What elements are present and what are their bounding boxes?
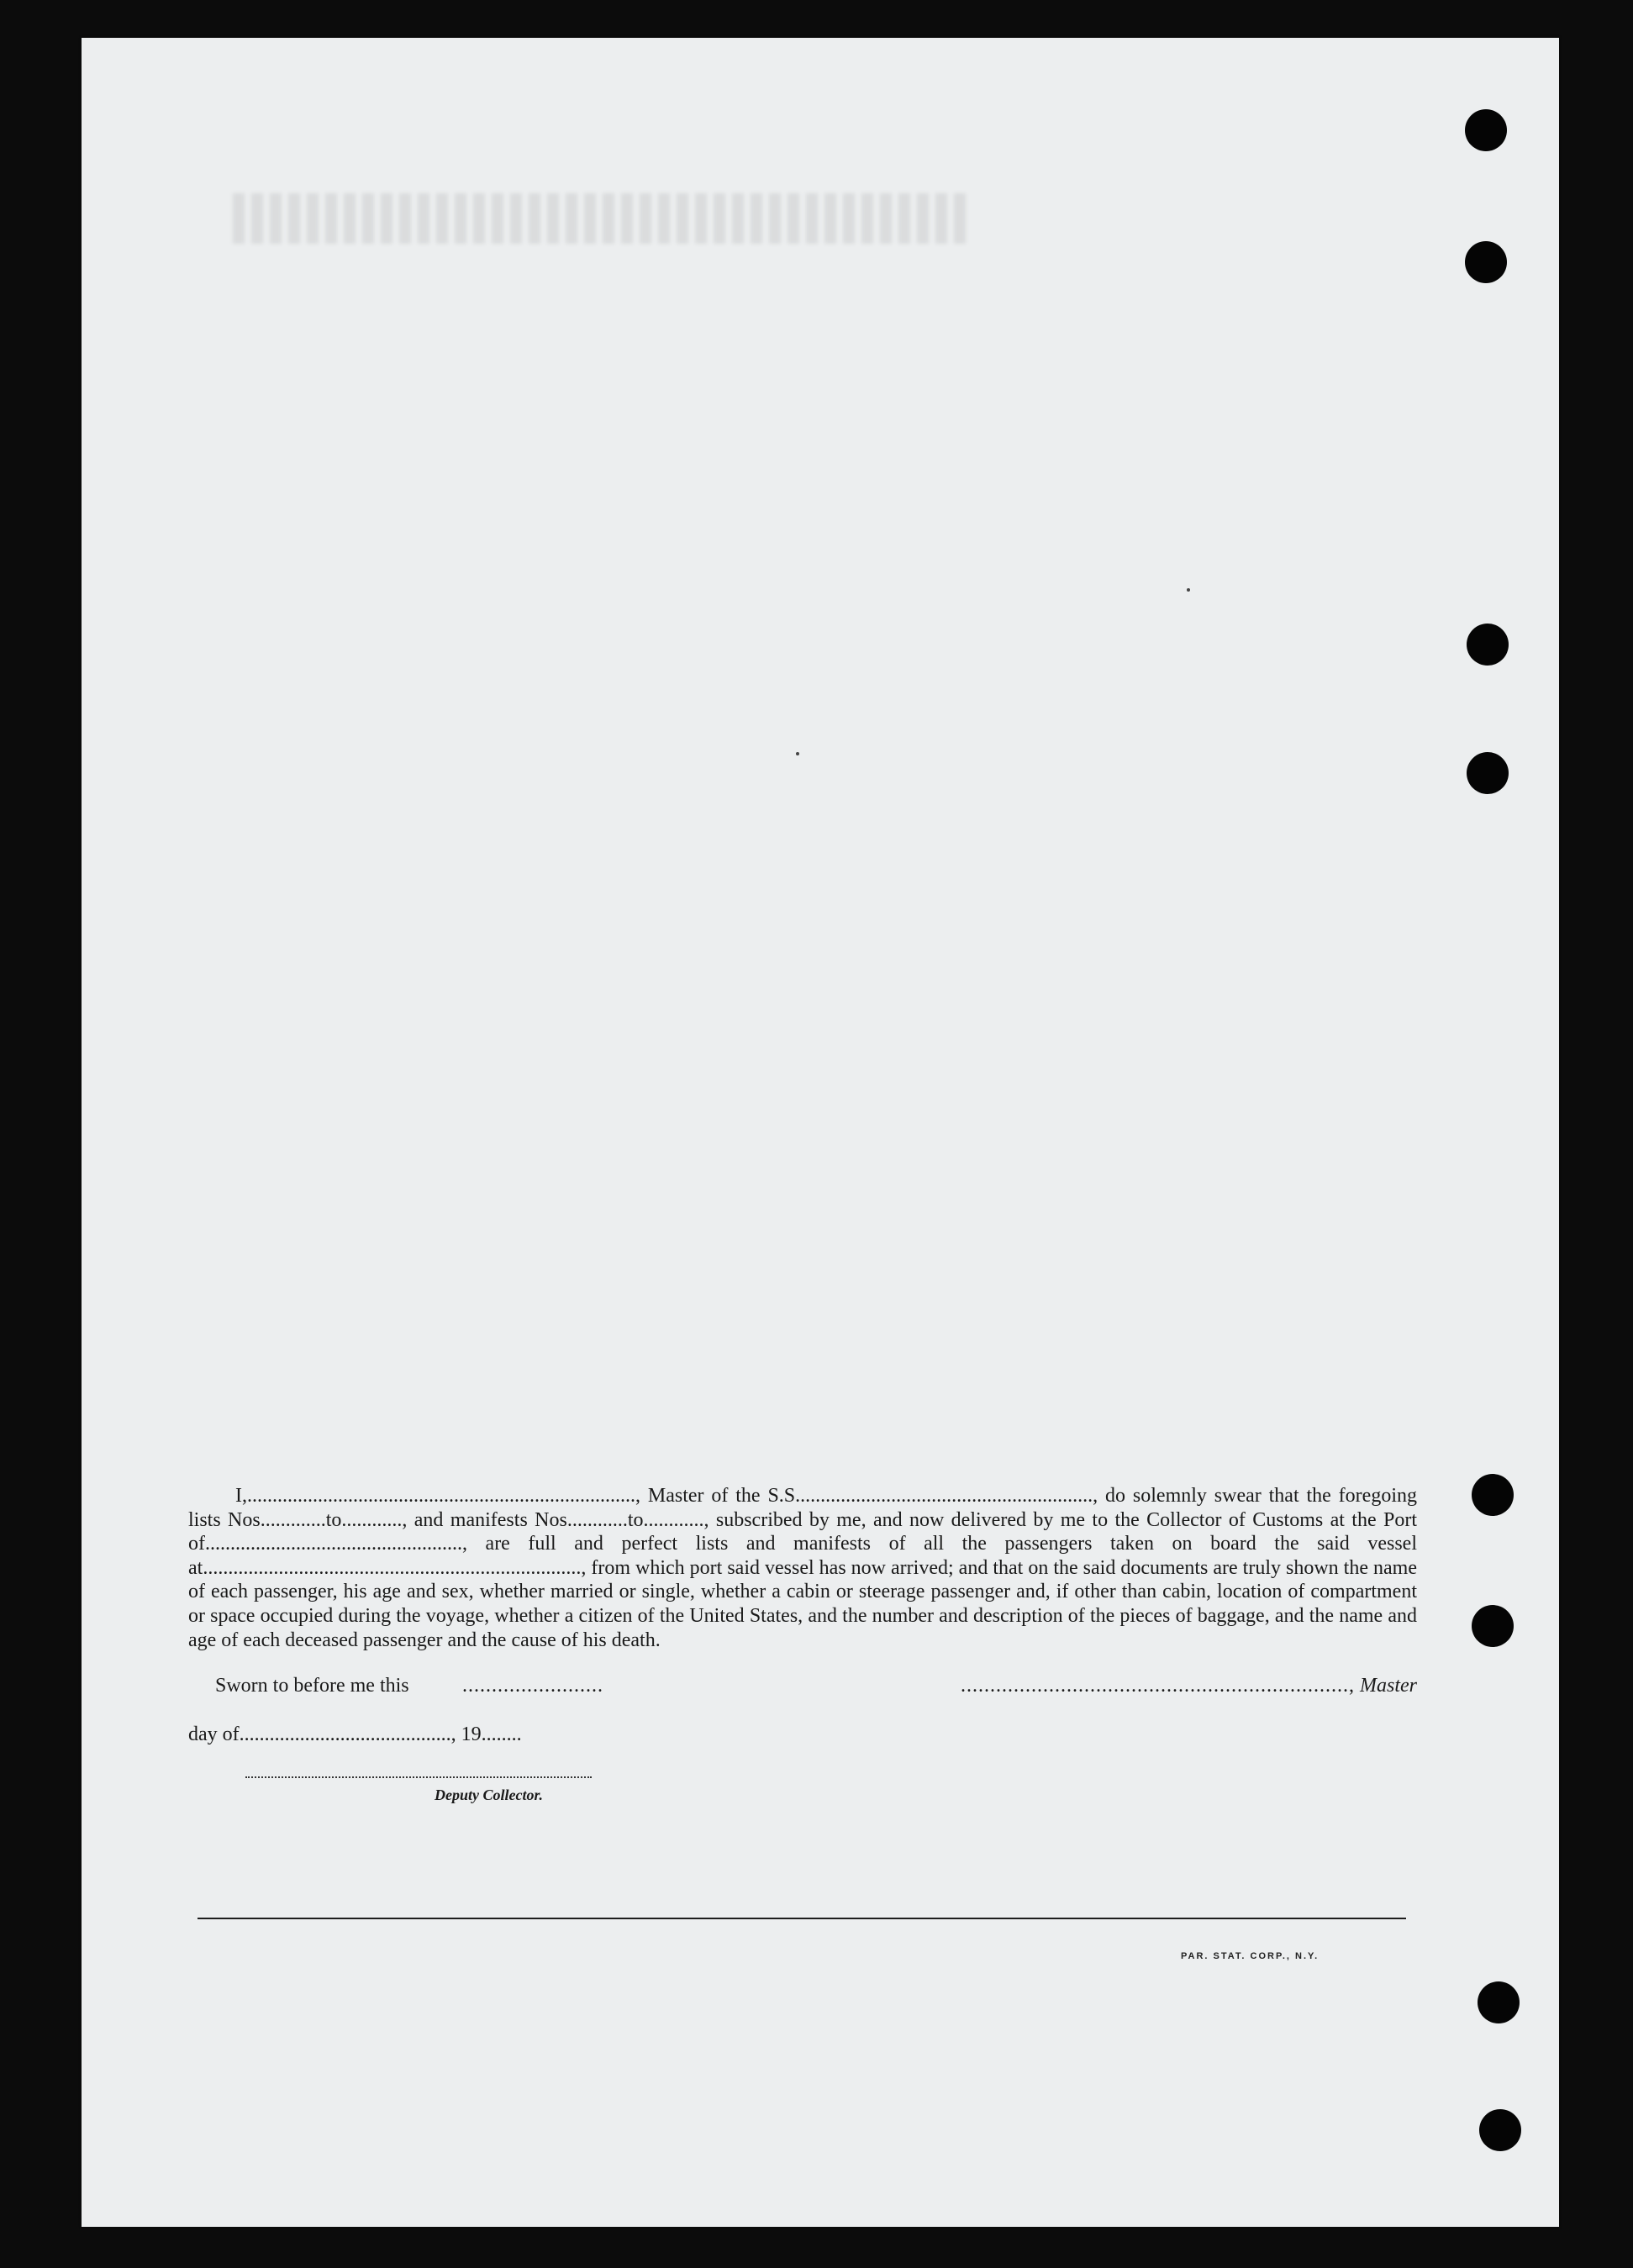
paper-speck	[796, 752, 799, 755]
printer-imprint: PAR. STAT. CORP., N.Y.	[1181, 1951, 1320, 1961]
document-page	[82, 38, 1559, 2227]
bleed-through-text	[233, 193, 972, 244]
punch-hole	[1472, 1474, 1514, 1516]
day-of-line: day of.........................................., 19........	[188, 1723, 522, 1746]
sworn-date-blank: ........................	[462, 1675, 603, 1697]
oath-paragraph: I,............................................................................., Master of the S.S..........................................................., do solemnly swear that the foregoing lists Nos.............to............, and manifests Nos............to............, subscribed by me, and now delivered by me to the Collector of Customs at the Port of..................................................., are full and perfect lists and manifests of all the passengers taken on board the said vessel at..........................................................................., from which port said vessel has now arrived; and that on the said documents are truly shown the name of each passenger, his age and sex, whether married or single, whether a cabin or steerage passenger and, if other than cabin, location of compartment or space occupied during the voyage, whether a citizen of the United States, and the number and description of the pieces of baggage, and the name and age of each deceased passenger and the cause of his death.	[188, 1485, 1417, 1651]
master-label: Master	[1360, 1675, 1417, 1697]
sworn-label: Sworn to before me this	[215, 1675, 409, 1697]
punch-hole	[1479, 2109, 1521, 2151]
footer-rule	[198, 1918, 1406, 1919]
master-signature-blank: ..................................................................,	[961, 1675, 1355, 1697]
punch-hole	[1467, 624, 1509, 666]
punch-hole	[1465, 241, 1507, 283]
paper-speck	[1187, 588, 1190, 592]
punch-hole	[1467, 752, 1509, 794]
deputy-collector-label: Deputy Collector.	[435, 1787, 543, 1804]
deputy-signature-blank	[245, 1776, 592, 1778]
punch-hole	[1465, 109, 1507, 151]
signature-area	[188, 1664, 1417, 1804]
punch-hole	[1472, 1605, 1514, 1647]
master-signature-line	[961, 1674, 1417, 1698]
oath-section	[188, 1484, 1417, 1804]
punch-hole	[1478, 1981, 1520, 2023]
